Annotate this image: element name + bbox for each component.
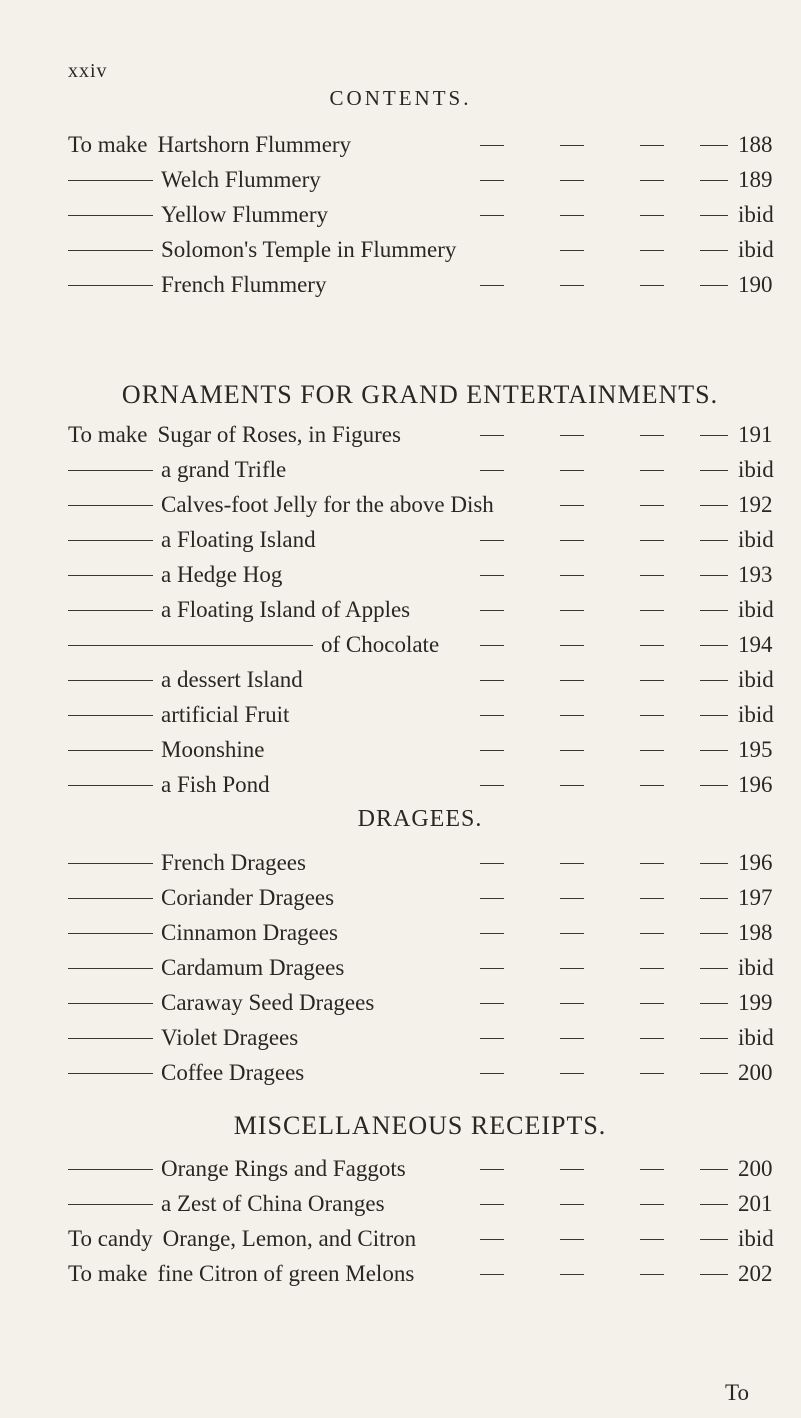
filler-dash: [640, 898, 664, 899]
contents-entry: [0, 1152, 801, 1186]
contents-entry: [0, 986, 801, 1020]
contents-entry: [0, 1187, 801, 1221]
entry-page: 200: [738, 1156, 773, 1181]
filler-dash: [560, 1274, 584, 1275]
entry-title: Calves-foot Jelly for the above Dish: [161, 492, 494, 517]
page-dash: [700, 1274, 728, 1275]
contents-entry: [0, 698, 801, 732]
entry-prefix: To candy: [68, 1226, 153, 1251]
page-dash: [700, 645, 728, 646]
filler-dash: [560, 1169, 584, 1170]
filler-dash: [560, 180, 584, 181]
filler-dash: [480, 645, 504, 646]
entry-title: Caraway Seed Dragees: [161, 990, 375, 1015]
entry-page: 189: [738, 167, 773, 192]
filler-dash: [560, 470, 584, 471]
filler-dash: [480, 575, 504, 576]
entry-title: a grand Trifle: [161, 457, 287, 482]
page-dash: [700, 968, 728, 969]
contents-entry: [0, 768, 801, 802]
page-dash: [700, 933, 728, 934]
entry-title: Coffee Dragees: [161, 1060, 305, 1085]
entry-title: a dessert Island: [161, 667, 303, 692]
page-dash: [700, 1038, 728, 1039]
entry-prefix: To make: [68, 132, 148, 157]
contents-entry: [0, 418, 801, 452]
filler-dash: [560, 285, 584, 286]
filler-dash: [480, 863, 504, 864]
filler-dash: [480, 285, 504, 286]
entry-page: 190: [738, 272, 773, 297]
filler-dash: [640, 505, 664, 506]
filler-dash: [480, 1073, 504, 1074]
contents-entry: [0, 1056, 801, 1090]
contents-entry: [0, 1222, 801, 1256]
entry-title: Cinnamon Dragees: [161, 920, 338, 945]
page-dash: [700, 505, 728, 506]
entry-leader-rule: [68, 715, 153, 716]
filler-dash: [560, 1073, 584, 1074]
page-dash: [700, 1003, 728, 1004]
entry-page: 195: [738, 737, 773, 762]
filler-dash: [560, 1038, 584, 1039]
entry-leader-rule: [68, 215, 153, 216]
entry-page: 199: [738, 990, 773, 1015]
filler-dash: [640, 435, 664, 436]
running-title: CONTENTS.: [329, 86, 472, 110]
filler-dash: [560, 435, 584, 436]
filler-dash: [480, 968, 504, 969]
filler-dash: [480, 1003, 504, 1004]
entry-title: Orange Rings and Faggots: [161, 1156, 406, 1181]
filler-dash: [480, 715, 504, 716]
entry-page: ibid: [738, 1025, 774, 1050]
contents-entry: [0, 558, 801, 592]
entry-title: Cardamum Dragees: [161, 955, 345, 980]
filler-dash: [480, 470, 504, 471]
entry-title: fine Citron of green Melons: [157, 1261, 415, 1286]
filler-dash: [560, 1204, 584, 1205]
page-dash: [700, 610, 728, 611]
entry-page: ibid: [738, 667, 774, 692]
filler-dash: [640, 215, 664, 216]
filler-dash: [640, 680, 664, 681]
entry-leader-rule: [68, 933, 153, 934]
filler-dash: [640, 1239, 664, 1240]
filler-dash: [640, 1073, 664, 1074]
contents-entry: [0, 1021, 801, 1055]
contents-entry: [0, 951, 801, 985]
entry-page: ibid: [738, 237, 774, 262]
filler-dash: [560, 933, 584, 934]
entry-leader-rule: [68, 750, 153, 751]
entry-prefix: To make: [68, 422, 148, 447]
entry-page: ibid: [738, 955, 774, 980]
contents-entry: [0, 916, 801, 950]
filler-dash: [560, 863, 584, 864]
entry-page: ibid: [738, 202, 774, 227]
entry-leader-rule: [68, 645, 313, 646]
entry-leader-rule: [68, 968, 153, 969]
page-number: xxiv: [68, 60, 108, 82]
filler-dash: [560, 610, 584, 611]
contents-entry: [0, 233, 801, 267]
entry-page: 201: [738, 1191, 773, 1216]
entry-page: 196: [738, 850, 773, 875]
contents-entry: [0, 488, 801, 522]
filler-dash: [640, 575, 664, 576]
filler-dash: [640, 470, 664, 471]
entry-leader-rule: [68, 1073, 153, 1074]
filler-dash: [560, 645, 584, 646]
filler-dash: [480, 1169, 504, 1170]
entry-leader-rule: [68, 610, 153, 611]
entry-page: 191: [738, 422, 773, 447]
page-dash: [700, 680, 728, 681]
entry-title: Moonshine: [161, 737, 265, 762]
page-dash: [700, 1073, 728, 1074]
filler-dash: [640, 645, 664, 646]
contents-entry: [0, 453, 801, 487]
entry-title: Sugar of Roses, in Figures: [157, 422, 401, 447]
entry-leader-rule: [68, 470, 153, 471]
entry-page: 200: [738, 1060, 773, 1085]
filler-dash: [560, 785, 584, 786]
filler-dash: [560, 898, 584, 899]
contents-entry: [0, 663, 801, 697]
contents-entry: [0, 593, 801, 627]
filler-dash: [640, 1003, 664, 1004]
entry-page: 193: [738, 562, 773, 587]
page-dash: [700, 785, 728, 786]
filler-dash: [480, 145, 504, 146]
contents-entry: [0, 846, 801, 880]
entry-title: a Floating Island: [161, 527, 316, 552]
filler-dash: [560, 750, 584, 751]
entry-title: Welch Flummery: [161, 167, 321, 192]
entry-title: a Zest of China Oranges: [161, 1191, 385, 1216]
page-dash: [700, 1239, 728, 1240]
filler-dash: [560, 1239, 584, 1240]
entry-leader-rule: [68, 863, 153, 864]
entry-title: Hartshorn Flummery: [157, 132, 352, 157]
entry-page: 196: [738, 772, 773, 797]
filler-dash: [480, 785, 504, 786]
entry-leader-rule: [68, 180, 153, 181]
contents-entry: [0, 198, 801, 232]
entry-title: Orange, Lemon, and Citron: [162, 1226, 417, 1251]
filler-dash: [480, 933, 504, 934]
entry-title: Coriander Dragees: [161, 885, 335, 910]
filler-dash: [480, 750, 504, 751]
entry-leader-rule: [68, 285, 153, 286]
contents-entry: [0, 128, 801, 162]
filler-dash: [480, 180, 504, 181]
filler-dash: [480, 215, 504, 216]
entry-title: artificial Fruit: [161, 702, 290, 727]
filler-dash: [480, 435, 504, 436]
filler-dash: [560, 1003, 584, 1004]
page-dash: [700, 1169, 728, 1170]
page-dash: [700, 285, 728, 286]
entry-page: 194: [738, 632, 773, 657]
entry-page: 188: [738, 132, 773, 157]
entry-page: ibid: [738, 597, 774, 622]
entry-leader-rule: [68, 1038, 153, 1039]
contents-entry: [0, 268, 801, 302]
contents-entry: [0, 523, 801, 557]
page-dash: [700, 145, 728, 146]
filler-dash: [640, 250, 664, 251]
page-dash: [700, 750, 728, 751]
filler-dash: [560, 215, 584, 216]
entry-page: ibid: [738, 457, 774, 482]
entry-page: ibid: [738, 702, 774, 727]
page-dash: [700, 250, 728, 251]
filler-dash: [560, 540, 584, 541]
filler-dash: [640, 1274, 664, 1275]
filler-dash: [640, 610, 664, 611]
entry-prefix: To make: [68, 1261, 148, 1286]
filler-dash: [640, 863, 664, 864]
filler-dash: [640, 1204, 664, 1205]
entry-title: Violet Dragees: [161, 1025, 299, 1050]
filler-dash: [480, 1204, 504, 1205]
page-dash: [700, 898, 728, 899]
filler-dash: [480, 1038, 504, 1039]
entry-title: a Fish Pond: [161, 772, 270, 797]
entry-leader-rule: [68, 505, 153, 506]
filler-dash: [640, 785, 664, 786]
entry-title: of Chocolate: [321, 632, 440, 657]
page-dash: [700, 540, 728, 541]
entry-leader-rule: [68, 250, 153, 251]
contents-entry: [0, 628, 801, 662]
entry-leader-rule: [68, 1204, 153, 1205]
page-dash: [700, 1204, 728, 1205]
filler-dash: [480, 680, 504, 681]
entry-leader-rule: [68, 540, 153, 541]
page-dash: [700, 715, 728, 716]
section-heading-miscellaneous: MISCELLANEOUS RECEIPTS.: [233, 1111, 607, 1140]
entry-page: ibid: [738, 1226, 774, 1251]
entry-page: 202: [738, 1261, 773, 1286]
contents-entry: [0, 163, 801, 197]
entry-title: French Dragees: [161, 850, 306, 875]
page-dash: [700, 435, 728, 436]
filler-dash: [560, 968, 584, 969]
filler-dash: [640, 750, 664, 751]
contents-entry: [0, 881, 801, 915]
entry-leader-rule: [68, 575, 153, 576]
filler-dash: [640, 285, 664, 286]
filler-dash: [640, 1169, 664, 1170]
filler-dash: [480, 540, 504, 541]
filler-dash: [640, 715, 664, 716]
page-dash: [700, 575, 728, 576]
page-dash: [700, 863, 728, 864]
contents-entry: [0, 733, 801, 767]
page-dash: [700, 215, 728, 216]
filler-dash: [560, 250, 584, 251]
filler-dash: [640, 1038, 664, 1039]
filler-dash: [640, 145, 664, 146]
entry-page: 197: [738, 885, 773, 910]
section-heading-dragees: DRAGEES.: [357, 806, 483, 832]
entry-page: 198: [738, 920, 773, 945]
entry-title: Solomon's Temple in Flummery: [161, 237, 457, 262]
entry-page: 192: [738, 492, 773, 517]
entry-leader-rule: [68, 785, 153, 786]
filler-dash: [480, 898, 504, 899]
filler-dash: [480, 1239, 504, 1240]
filler-dash: [640, 933, 664, 934]
filler-dash: [560, 505, 584, 506]
page-dash: [700, 180, 728, 181]
filler-dash: [640, 180, 664, 181]
catchword: To: [725, 1380, 749, 1405]
entry-title: a Hedge Hog: [161, 562, 283, 587]
entry-leader-rule: [68, 1169, 153, 1170]
entry-leader-rule: [68, 898, 153, 899]
entry-page: ibid: [738, 527, 774, 552]
section-heading-ornaments: ORNAMENTS FOR GRAND ENTERTAINMENTS.: [121, 380, 719, 409]
entry-title: a Floating Island of Apples: [161, 597, 411, 622]
entry-title: Yellow Flummery: [161, 202, 328, 227]
entry-leader-rule: [68, 680, 153, 681]
entry-leader-rule: [68, 1003, 153, 1004]
filler-dash: [480, 610, 504, 611]
filler-dash: [480, 1274, 504, 1275]
filler-dash: [640, 540, 664, 541]
entry-title: French Flummery: [161, 272, 327, 297]
filler-dash: [560, 575, 584, 576]
page-dash: [700, 470, 728, 471]
filler-dash: [560, 145, 584, 146]
contents-entry: [0, 1257, 801, 1291]
filler-dash: [560, 680, 584, 681]
filler-dash: [560, 715, 584, 716]
filler-dash: [640, 968, 664, 969]
